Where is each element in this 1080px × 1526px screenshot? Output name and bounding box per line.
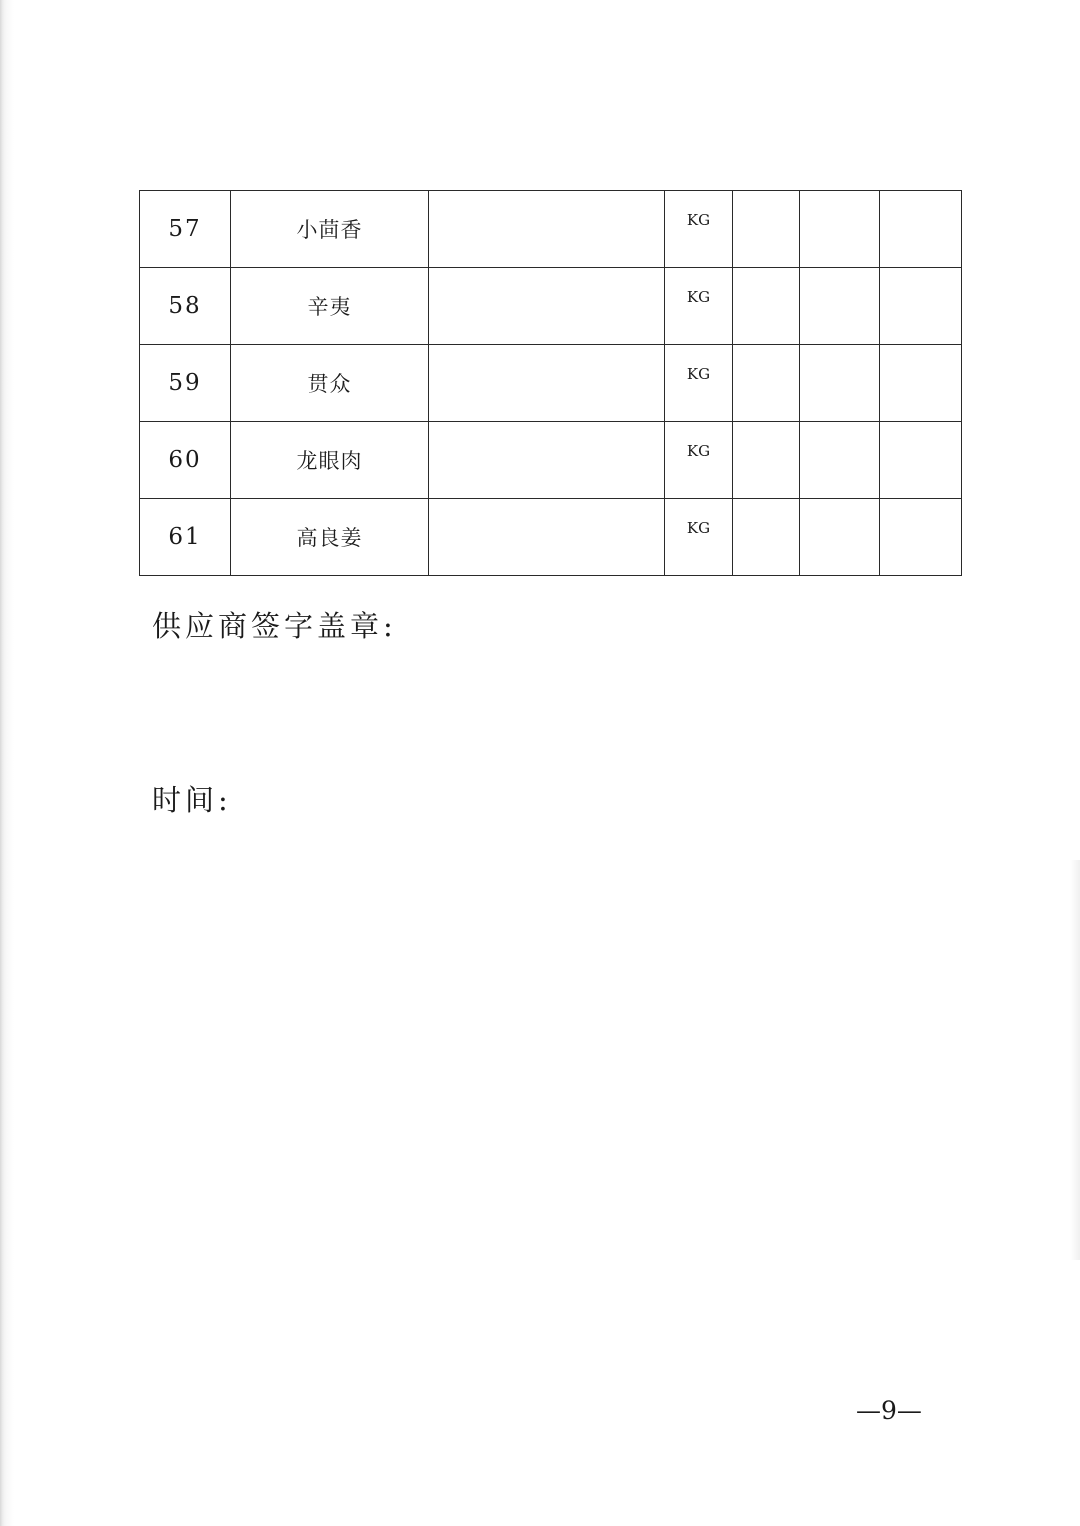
items-table <box>139 190 962 576</box>
blank-cell <box>880 191 962 268</box>
table-row <box>140 422 962 499</box>
blank-cell <box>880 499 962 576</box>
table-row <box>140 499 962 576</box>
item-name: 贯众 <box>231 345 429 422</box>
row-number: 58 <box>140 268 231 345</box>
unit-cell: KG <box>665 191 733 268</box>
page-number: —9— <box>856 1396 922 1425</box>
unit-cell: KG <box>665 499 733 576</box>
unit-cell: KG <box>665 268 733 345</box>
blank-cell <box>800 345 880 422</box>
table-row <box>140 345 962 422</box>
blank-cell <box>880 422 962 499</box>
row-number: 60 <box>140 422 231 499</box>
item-name: 小茴香 <box>231 191 429 268</box>
supplier-signature-label: 供应商签字盖章: <box>152 609 397 643</box>
blank-cell <box>800 422 880 499</box>
item-name: 龙眼肉 <box>231 422 429 499</box>
row-number: 61 <box>140 499 231 576</box>
scan-edge-left <box>0 0 14 1526</box>
blank-cell <box>733 345 800 422</box>
table-row <box>140 191 962 268</box>
unit-cell: KG <box>665 345 733 422</box>
scan-edge-right <box>1070 860 1080 1260</box>
blank-cell <box>800 268 880 345</box>
blank-cell <box>733 191 800 268</box>
item-name: 辛夷 <box>231 268 429 345</box>
blank-cell <box>800 191 880 268</box>
blank-cell <box>733 422 800 499</box>
spec-cell <box>429 191 665 268</box>
blank-cell <box>733 499 800 576</box>
blank-cell <box>800 499 880 576</box>
row-number: 57 <box>140 191 231 268</box>
blank-cell <box>880 345 962 422</box>
item-name: 高良姜 <box>231 499 429 576</box>
spec-cell <box>429 268 665 345</box>
blank-cell <box>880 268 962 345</box>
time-label: 时间: <box>152 783 232 817</box>
unit-cell: KG <box>665 422 733 499</box>
spec-cell <box>429 345 665 422</box>
spec-cell <box>429 499 665 576</box>
blank-cell <box>733 268 800 345</box>
row-number: 59 <box>140 345 231 422</box>
table-row <box>140 268 962 345</box>
spec-cell <box>429 422 665 499</box>
